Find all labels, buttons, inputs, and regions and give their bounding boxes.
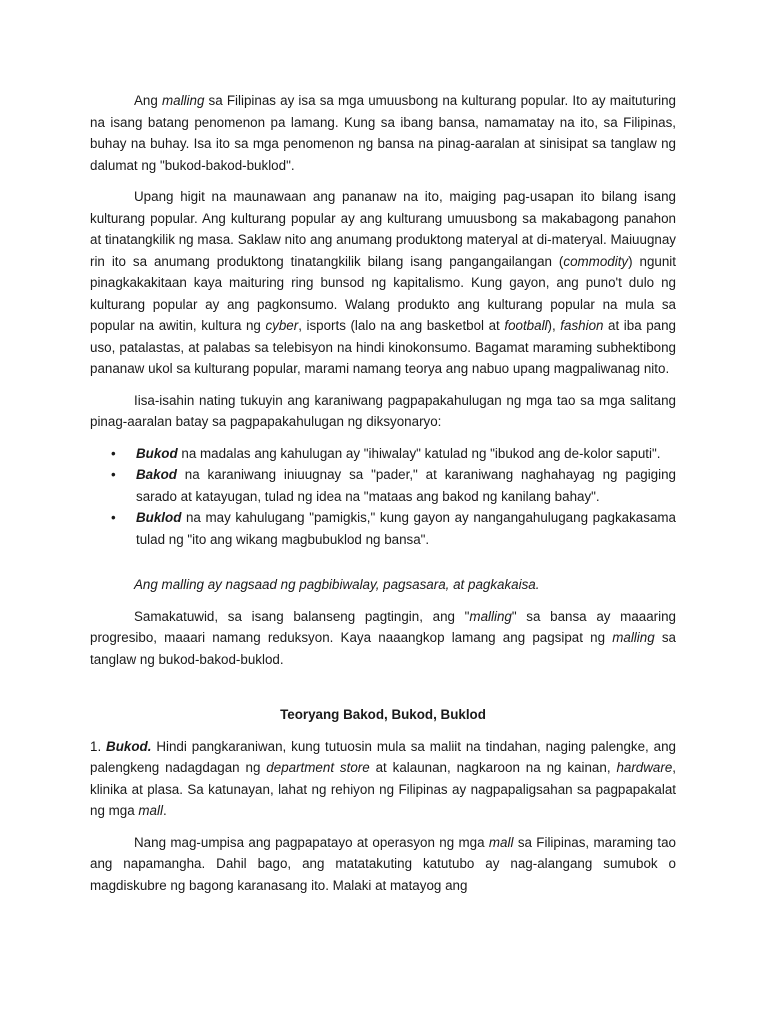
list-item xyxy=(111,507,676,550)
bullet-icon: • xyxy=(111,445,116,461)
text: sa Filipinas, maraming tao ang napamangha. Dahil bago, ang matatakuting katutubo ay nag-alangang sumubok o magdiskubre ng bagong karanasang ito. Malaki at matayog ang xyxy=(90,834,676,893)
section-term: Bukod. xyxy=(106,738,152,754)
text: , isports (lalo na ang basketbol at xyxy=(298,318,505,333)
list-text: na karaniwang iniuugnay sa "pader," at karaniwang naghahayag ng pagiging sarado at katayugan, tulad ng idea na "mataas ang bakod ng kanilang bahay". xyxy=(136,467,676,504)
text: sa Filipinas ay isa sa mga umuusbong na kulturang popular. Ito ay maituturing na isang batang penomenon pa lamang. Kung sa ibang bansa, namamatay na ito, sa Filipinas, buhay na buhay. Isa ito sa mga penomenon ng bansa na pinag-aaralan at sinisipat sa tanglaw ng dalumat ng "bukod-bakod-buklod". xyxy=(90,93,676,173)
text: Ang xyxy=(134,93,162,108)
italic-term: department store xyxy=(266,760,370,775)
text: sa tanglaw ng bukod-bakod-buklod. xyxy=(90,630,676,667)
italic-term: cyber xyxy=(265,318,299,333)
text: ), xyxy=(547,318,561,333)
paragraph-1 xyxy=(90,90,676,176)
text: Nang mag-umpisa ang pagpapatayo at operasyon ng mga xyxy=(134,834,489,850)
list-item xyxy=(111,443,676,465)
text: Upang higit na maunawaan ang pananaw na ito, maiging pag-usapan ito bilang isang kulturang popular. Ang kulturang popular ay ang kulturang umuusbong sa makabagong panahon at tinatangkilik ng masa. Saklaw nito ang anumang produktong materyal at di-materyal. Maiuugnay rin ito sa anumang produktong tinatangkilik bilang isang pangangailangan ( xyxy=(90,189,676,269)
definition-list xyxy=(90,443,676,551)
italic-term: mall xyxy=(138,803,163,818)
text: ) ngunit pinagkakakitaan kaya maituring ring bunsod ng kapitalismo. Kung gayon, ang puno't dulo ng kulturang popular ay ang pagkonsumo. Walang produkto ang kulturang popular na mula sa popular na awitin, kultura ng xyxy=(90,253,677,333)
bullet-icon: • xyxy=(111,510,116,525)
text: Hindi pangkaraniwan, kung tutuosin mula sa maliit na tindahan, naging palengke, ang palengkeng nadagdagan ng xyxy=(90,738,676,775)
italic-term: malling xyxy=(612,630,655,645)
list-text: na madalas ang kahulugan ay "ihiwalay" katulad ng "ibukod ang de-kolor saputi". xyxy=(177,445,661,461)
text: " sa bansa ay maaaring progresibo, maaari namang reduksyon. Kaya naaangkop lamang ang pagsipat ng xyxy=(90,608,676,645)
text: . xyxy=(162,803,167,818)
italic-term: fashion xyxy=(560,318,604,333)
list-term: Bakod xyxy=(136,467,177,482)
list-term: Bukod xyxy=(136,445,178,461)
list-item xyxy=(111,464,676,507)
section-heading: Teoryang Bakod, Bukod, Buklod xyxy=(280,707,486,722)
text: at iba pang uso, patalastas, at palabas sa telebisyon na hindi kinokonsumo. Bagamat maraming subhektibong pananaw ukol sa kulturang popular, marami namang teorya ang nabuo upang magpaliwanag nito. xyxy=(90,318,676,376)
list-number: 1. xyxy=(90,738,107,754)
list-text: na may kahulugang "pamigkis," kung gayon ay nangangahulugang pagkakasama tulad ng "ito ang wikang magbubuklod ng bansa". xyxy=(136,510,676,547)
italic-term: mall xyxy=(488,834,514,850)
paragraph-6 xyxy=(90,832,676,897)
list-term: Buklod xyxy=(136,510,182,525)
paragraph-2 xyxy=(90,186,676,380)
italic-statement: Ang malling ay nagsaad ng pagbibiwalay, pagsasara, at pagkakaisa. xyxy=(134,577,540,592)
italic-term: malling xyxy=(469,608,512,624)
text: at kalaunan, nagkaroon na ng kainan, xyxy=(369,760,617,775)
italic-term: commodity xyxy=(563,253,629,269)
text: , klinika at plasa. Sa katunayan, lahat ng rehiyon ng Filipinas ay nagpapaligsahan sa pagpapakalat ng mga xyxy=(90,760,676,818)
italic-term: hardware xyxy=(616,760,673,775)
bullet-icon: • xyxy=(111,467,116,482)
paragraph-5 xyxy=(90,736,676,822)
italic-term: malling xyxy=(161,93,205,108)
paragraph-3: Iisa-isahin nating tukuyin ang karaniwang pagpapakahulugan ng mga tao sa mga salitang pinag-aaralan batay sa pagpapakahulugan ng diksyonaryo: xyxy=(90,392,676,429)
document-page xyxy=(90,90,676,906)
paragraph-4 xyxy=(90,606,676,671)
text: Samakatuwid, sa isang balanseng pagtingin, ang " xyxy=(134,608,470,624)
italic-term: football xyxy=(504,318,548,333)
